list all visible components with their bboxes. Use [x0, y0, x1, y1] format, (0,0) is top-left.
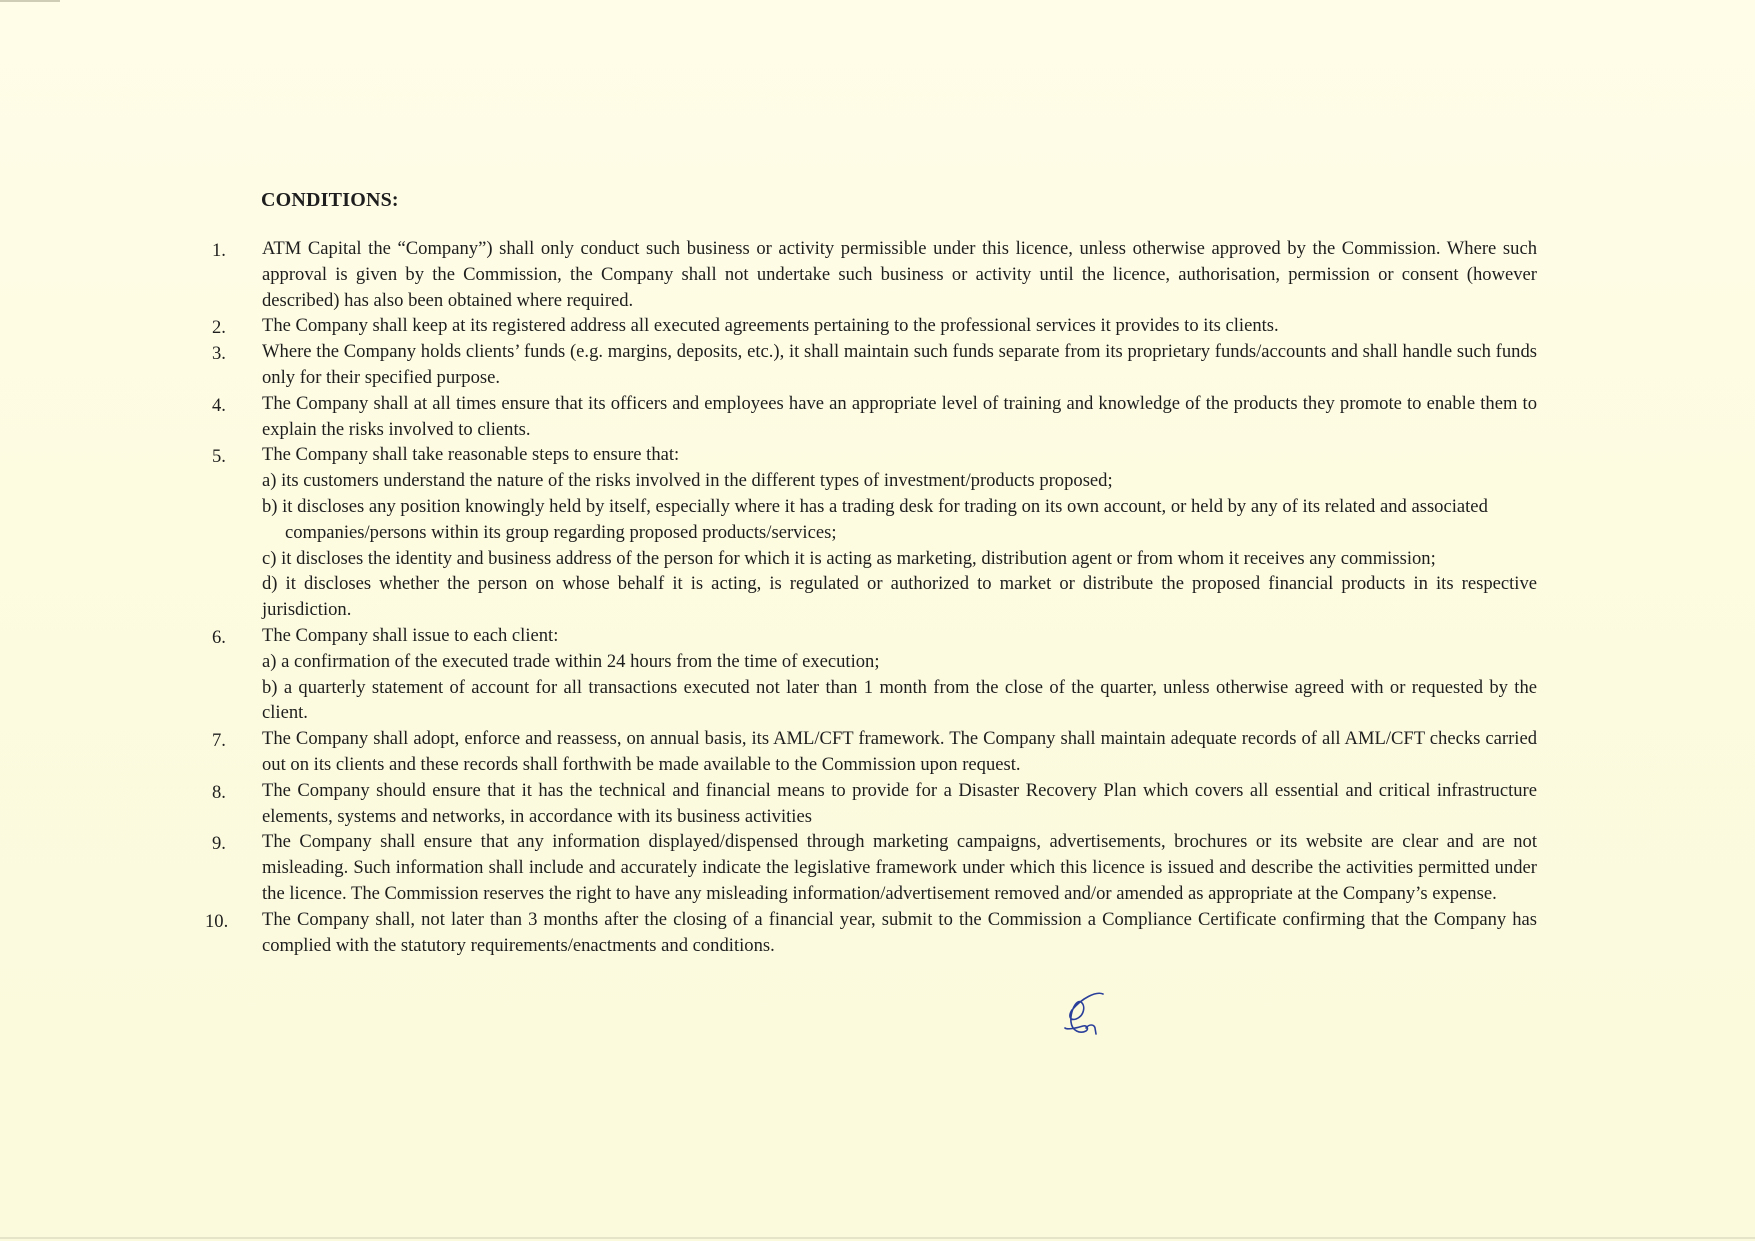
condition-number: 1.	[212, 240, 226, 261]
condition-item-3	[212, 339, 1537, 391]
condition-text: Where the Company holds clients’ funds (e.g. margins, deposits, etc.), it shall maintain such funds separate from its proprietary funds/accounts and shall handle such funds only for their specified purpose.	[262, 341, 1537, 388]
condition-text: The Company should ensure that it has the technical and financial means to provide for a Disaster Recovery Plan which covers all essential and critical infrastructure elements, systems and networks, in accordance with its business activities	[262, 779, 1537, 827]
condition-number: 6.	[212, 626, 226, 648]
condition-item-6	[212, 623, 1537, 649]
condition-text: ATM Capital the “Company”) shall only conduct such business or activity permissible under this licence, unless otherwise approved by the Commission. Where such approval is given by the Commission, the Company shall not undertake such business or activity until the licence, authorisation, permission or consent (however described) has also been obtained where required.	[262, 238, 1537, 311]
signature-stroke	[1065, 993, 1103, 1034]
conditions-list	[205, 236, 1537, 958]
condition-item-5	[212, 442, 1537, 468]
condition-number: 7.	[212, 730, 226, 752]
condition-number: 9.	[212, 833, 226, 855]
condition-6-subitem-b: b) a quarterly statement of account for all transactions executed not later than 1 month from the close of the quarter, unless otherwise agreed with or requested by the client.	[262, 676, 1537, 724]
conditions-heading: CONDITIONS:	[261, 189, 399, 211]
condition-item-7	[212, 726, 1537, 778]
scan-edge-bottom	[0, 1237, 1755, 1239]
condition-text: The Company shall issue to each client:	[262, 624, 559, 646]
scan-edge-top	[0, 0, 60, 2]
condition-item-8	[212, 778, 1537, 830]
condition-number: 3.	[212, 343, 226, 365]
condition-text: The Company shall, not later than 3 months after the closing of a financial year, submit to the Commission a Compliance Certificate confirming that the Company has complied with the statutory requirements/enactments and conditions.	[262, 908, 1537, 956]
handwritten-signature	[1062, 988, 1122, 1048]
condition-text: The Company shall adopt, enforce and reassess, on annual basis, its AML/CFT framework. The Company shall maintain adequate records of all AML/CFT checks carried out on its clients and these records shall forthwith be made available to the Commission upon request.	[262, 728, 1537, 775]
condition-number: 8.	[212, 781, 226, 803]
condition-item-1	[212, 236, 1537, 313]
condition-6-subitem-a: a) a confirmation of the executed trade within 24 hours from the time of execution;	[262, 650, 880, 672]
condition-number: 4.	[212, 394, 226, 416]
condition-item-10	[205, 907, 1537, 959]
condition-number: 10.	[205, 910, 229, 932]
condition-item-2	[212, 313, 1537, 339]
condition-5-subitem-d: d) it discloses whether the person on whose behalf it is acting, is regulated or authorized to market or distribute the proposed financial products in its respective jurisdiction.	[262, 573, 1537, 621]
condition-text: The Company shall keep at its registered address all executed agreements pertaining to the professional services it provides to its clients.	[262, 315, 1279, 337]
condition-5-subitem-b: b) it discloses any position knowingly held by itself, especially where it has a trading desk for trading on its own account, or held by any of its related and associated companies/persons within its group regarding proposed products/services;	[262, 495, 1488, 543]
condition-item-9	[212, 829, 1537, 906]
condition-text: The Company shall at all times ensure that its officers and employees have an appropriate level of training and knowledge of the products they promote to enable them to explain the risks involved to clients.	[262, 392, 1537, 440]
condition-5-subitem-a: a) its customers understand the nature of the risks involved in the different types of investment/products proposed;	[262, 470, 1113, 492]
condition-text: The Company shall take reasonable steps to ensure that:	[262, 444, 680, 466]
condition-5-subitem-c: c) it discloses the identity and business address of the person for which it is acting as marketing, distribution agent or from whom it receives any commission;	[262, 547, 1436, 569]
condition-number: 2.	[212, 317, 226, 339]
condition-item-4	[212, 391, 1537, 443]
condition-text: The Company shall ensure that any information displayed/dispensed through marketing campaigns, advertisements, brochures or its website are clear and are not misleading. Such information shall include and accurately indicate the legislative framework under which this licence is issued and describe the activities permitted under the licence. The Commission reserves the right to have any misleading information/advertisement removed and/or amended as appropriate at the Company’s expense.	[262, 831, 1537, 904]
condition-number: 5.	[212, 446, 226, 468]
